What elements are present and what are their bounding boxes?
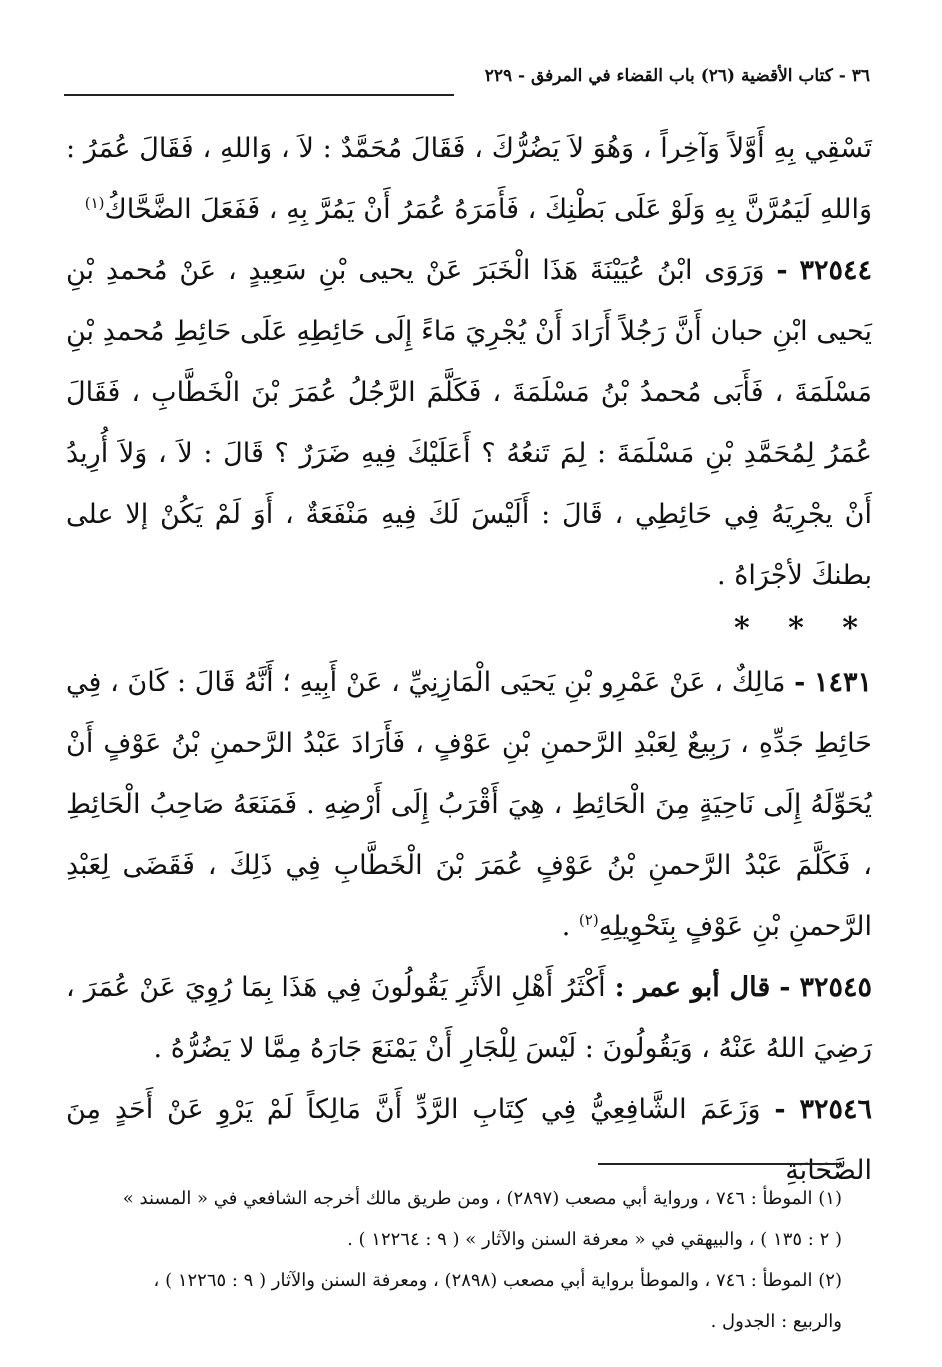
paragraph-text: أَكْثَرُ أَهْلِ الأَثَرِ يَقُولُونَ فِي هَذَا بِمَا رُوِيَ عَنْ عُمَرَ ، رَضِيَ اللهُ عَنْهُ ، وَيَقُولُونَ : لَيْسَ لِلْجَارِ أَنْ يَمْنَعَ جَارَهُ مِمَّا لا يَضُرُّهُ .	[66, 972, 872, 1064]
entry-number: ٣٢٥٤٥	[799, 972, 872, 1003]
header-rule	[64, 94, 454, 96]
entry-dash: -	[776, 255, 788, 286]
paragraph-continuation	[66, 118, 872, 240]
paragraph-text: وَرَوَى ابْنُ عُيَيْنَةَ هَذَا الْخَبَرَ عَنْ يحيى بْنِ سَعِيدٍ ، عَنْ مُحمدِ بْنِ يَحيى ابْنِ حبان أَنَّ رَجُلاً أَرَادَ أَنْ يُجْرِيَ مَاءً إِلَى حَائِطِهِ عَلَى حَائِطِ مُحمدِ بْنِ مَسْلَمَةَ ، فَأَبَى مُحمدُ بْنُ مَسْلَمَةَ ، فَكَلَّمَ الرَّجُلُ عُمَرَ بْنَ الْخَطَّابِ ، فَقَالَ عُمَرُ لِمُحَمَّدِ بْنِ مَسْلَمَةَ : لِمَ تَنعُهُ ؟ أَعَلَيْكَ فِيهِ ضَرَرٌ ؟ قَالَ : لاَ ، وَلاَ أُرِيدُ أَنْ يجْرِيَهُ فِي حَائِطِي ، قَالَ : أَلَيْسَ لَكَ فِيهِ مَنْفَعَةٌ ، أَوَ لَمْ يَكُنْ إلا على بطنكَ لأجْرَاهُ .	[66, 255, 872, 591]
entry-dash: -	[774, 1094, 786, 1125]
running-header: ٣٦ - كتاب الأقضية (٢٦) باب القضاء في المرفق - ٢٢٩	[484, 66, 870, 86]
footnotes	[72, 1178, 842, 1342]
paragraph-32544	[66, 240, 872, 606]
entry-number: ٣٢٥٤٦	[799, 1094, 872, 1125]
footnote-ref-1: (١)	[84, 194, 105, 212]
entry-number: ٣٢٥٤٤	[799, 255, 872, 286]
paragraph-32545	[66, 957, 872, 1079]
hadith-number: ١٤٣١	[813, 667, 872, 698]
footnote-1-line-1: (١) الموطأ : ٧٤٦ ، ورواية أبي مصعب (٢٨٩٧) ، ومن طريق مالك أخرجه الشافعي في « المسند »	[122, 1188, 842, 1209]
section-separator: * * *	[734, 611, 872, 646]
hadith-text: مَالِكٌ ، عَنْ عَمْرِو بْنِ يَحيَى الْمَازِنِيِّ ، عَنْ أَبِيهِ ؛ أَنَّهُ قَالَ : كَانَ ، فِي حَائِطِ جَدِّهِ ، رَبِيعٌ لِعَبْدِ الرَّحمنِ بْنِ عَوْفٍ ، فَأَرَادَ عَبْدُ الرَّحمنِ بْنُ عَوْفٍ أَنْ يُحَوِّلَهُ إِلَى نَاحِيَةٍ مِنَ الْحَائِطِ ، هِيَ أَقْرَبُ إِلَى أَرْضِهِ . فَمَنَعَهُ صَاحِبُ الْحَائِطِ ، فَكَلَّمَ عَبْدُ الرَّحمنِ بْنُ عَوْفٍ عُمَرَ بْنَ الْخَطَّابِ فِي ذَلِكَ ، فَقَضَى لِعَبْدِ الرَّحمنِ بْنِ عَوْفٍ بِتَحْوِيلِهِ	[66, 667, 872, 942]
entry-dash: -	[779, 972, 791, 1003]
paragraph-text: تَسْقِي بِهِ أَوَّلاً وَآخِراً ، وَهُوَ لاَ يَضُرُّكَ ، فَقَالَ مُحَمَّدٌ : لاَ ، وَاللهِ ، فَقَالَ عُمَرُ : وَاللهِ لَيَمُرَّنَّ بِهِ وَلَوْ عَلَى بَطْنِكَ ، فَأَمَرَهُ عُمَرُ أَنْ يَمُرَّ بِهِ ، فَفَعَلَ الضَّحَّاكُ	[66, 133, 872, 225]
footnote-ref-2: (٢)	[578, 911, 599, 929]
main-text	[66, 118, 872, 1201]
speaker-label: قال أبو عمر :	[614, 972, 771, 1003]
hadith-end: .	[561, 911, 571, 942]
paragraph-text: وَزَعَمَ الشَّافِعِيُّ فِي كِتَابِ الرَّدِّ أَنَّ مَالِكاً لَمْ يَرْوِ عَنْ أَحَدٍ مِنَ الصَّحَابَةِ	[66, 1094, 872, 1186]
footnote-1-line-2: ( ٢ : ١٣٥ ) ، والبيهقي في « معرفة السنن والآثار » ( ٩ : ١٢٢٦٤ ) .	[347, 1229, 842, 1250]
hadith-dash: -	[794, 667, 806, 698]
hadith-1431	[66, 652, 872, 957]
footnote-2-line-2: والربيع : الجدول .	[710, 1311, 842, 1332]
footnote-2-line-1: (٢) الموطأ : ٧٤٦ ، والموطأ برواية أبي مصعب (٢٨٩٨) ، ومعرفة السنن والآثار ( ٩ : ١٢٢٦٥ ) ،	[153, 1270, 842, 1291]
footnote-rule	[598, 1163, 842, 1165]
